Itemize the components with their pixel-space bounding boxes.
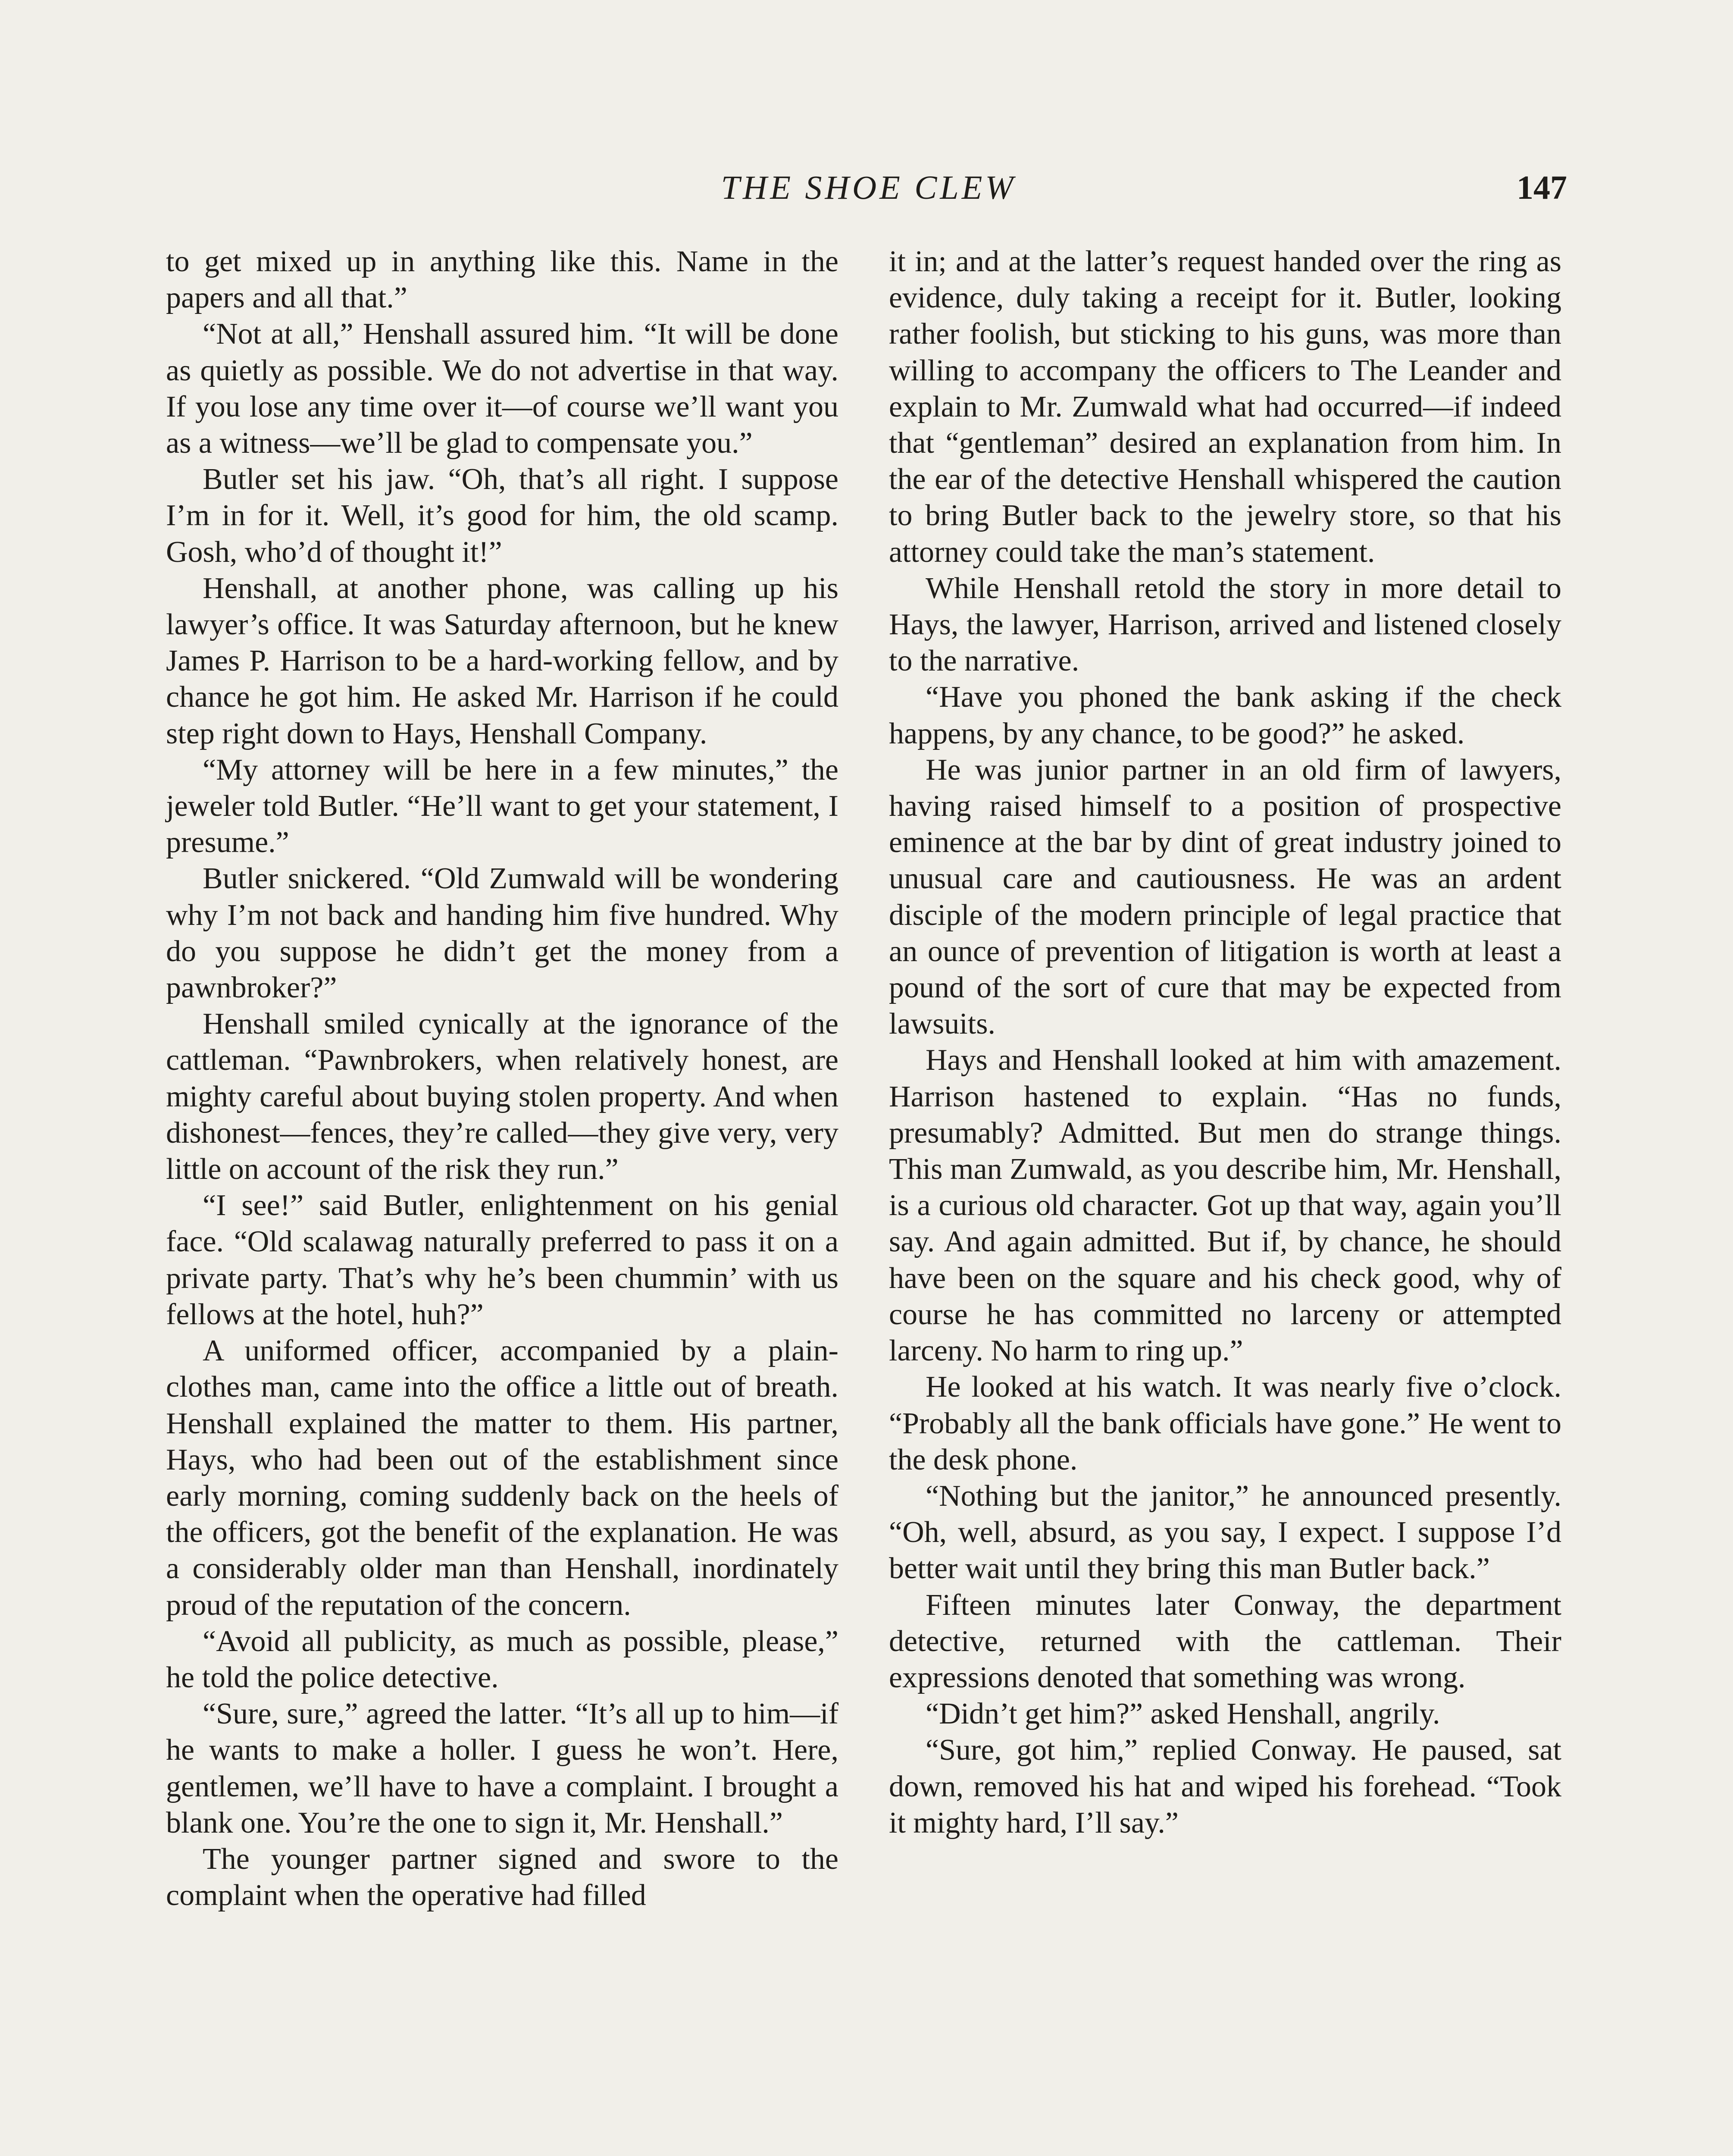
paragraph: He was junior partner in an old firm of lawyers, having raised himself to a position of prospective eminence at the bar by dint of great industry joined to unusual care and cautiousness. He was an ardent disciple of the modern principle of legal practice that an ounce of prevention of litigation is worth at least a pound of the sort of cure that may be expected from lawsuits. bbox=[889, 753, 1561, 1041]
paragraph: Butler set his jaw. “Oh, that’s all right. I suppose I’m in for it. Well, it’s good for him, the old scamp. Gosh, who’d of thought it!” bbox=[166, 463, 838, 569]
paragraph: “Avoid all publicity, as much as possible, please,” he told the police detective. bbox=[166, 1624, 838, 1694]
paragraph: He looked at his watch. It was nearly five o’clock. “Probably all the bank officials have gone.” He went to the desk phone. bbox=[889, 1370, 1561, 1476]
paragraph: Hays and Henshall looked at him with amazement. Harrison hastened to explain. “Has no funds, presumably? Admitted. But men do strange things. This man Zumwald, as you describe him, Mr. Henshall, is a curious old character. Got up that way, again you’ll say. And again admitted. But if, by chance, he should have been on the square and his check good, why of course he has committed no larceny or attempted larceny. No harm to ring up.” bbox=[889, 1044, 1561, 1368]
paragraph: A uniformed officer, accompanied by a plain-clothes man, came into the office a little out of breath. Henshall explained the matter to them. His partner, Hays, who had been out of the establishment since early morning, coming suddenly back on the heels of the officers, got the benefit of the explanation. He was a considerably older man than Henshall, inordinately proud of the reputation of the concern. bbox=[166, 1334, 838, 1622]
paragraph: Butler snickered. “Old Zumwald will be wondering why I’m not back and handing him five hundred. Why do you suppose he didn’t get the money from a pawnbroker?” bbox=[166, 862, 838, 1005]
paragraph: it in; and at the latter’s request handed over the ring as evidence, duly taking a receipt for it. Butler, looking rather foolish, but sticking to his guns, was more than willing to accompany the officers to The Leander and explain to Mr. Zumwald what had occurred—if indeed that “gentleman” desired an explanation from him. In the ear of the detective Henshall whispered the caution to bring Butler back to the jewelry store, so that his attorney could take the man’s statement. bbox=[889, 245, 1561, 569]
paragraph: “Sure, got him,” replied Conway. He paused, sat down, removed his hat and wiped his forehead. “Took it mighty hard, I’ll say.” bbox=[889, 1733, 1561, 1839]
paragraph: “Didn’t get him?” asked Henshall, angrily. bbox=[926, 1697, 1440, 1731]
paragraph: While Henshall retold the story in more detail to Hays, the lawyer, Harrison, arrived and listened closely to the narrative. bbox=[889, 571, 1561, 678]
paragraph: “Nothing but the janitor,” he announced presently. “Oh, well, absurd, as you say, I expect. I suppose I’d better wait until they bring this man Butler back.” bbox=[889, 1479, 1561, 1586]
paragraph: “Sure, sure,” agreed the latter. “It’s all up to him—if he wants to make a holler. I guess he won’t. Here, gentlemen, we’ll have to have a complaint. I brought a blank one. You’re the one to sign it, Mr. Henshall.” bbox=[166, 1697, 838, 1839]
paragraph: “My attorney will be here in a few minutes,” the jeweler told Butler. “He’ll want to get your statement, I presume.” bbox=[166, 753, 838, 859]
running-header bbox=[170, 168, 1567, 220]
paragraph: Henshall, at another phone, was calling up his lawyer’s office. It was Saturday afternoon, but he knew James P. Harrison to be a hard-working fellow, and by chance he got him. He asked Mr. Harrison if he could step right down to Hays, Henshall Company. bbox=[166, 571, 838, 750]
paragraph: Fifteen minutes later Conway, the department detective, returned with the cattleman. Their expressions denoted that something was wrong. bbox=[889, 1588, 1561, 1694]
paragraph: The younger partner signed and swore to the complaint when the operative had filled bbox=[166, 1842, 838, 1912]
page-number: 147 bbox=[1517, 169, 1567, 206]
left-column bbox=[166, 244, 838, 1914]
paragraph: to get mixed up in anything like this. Name in the papers and all that.” bbox=[166, 245, 838, 315]
paragraph: “I see!” said Butler, enlightenment on his genial face. “Old scalawag naturally preferred to pass it on a private party. That’s why he’s been chummin’ with us fellows at the hotel, huh?” bbox=[166, 1189, 838, 1331]
paragraph: Henshall smiled cynically at the ignorance of the cattleman. “Pawnbrokers, when relatively honest, are mighty careful about buying stolen property. And when dishonest—fences, they’re called—they give very, very little on account of the risk they run.” bbox=[166, 1007, 838, 1186]
paragraph: “Not at all,” Henshall assured him. “It will be done as quietly as possible. We do not advertise in that way. If you lose any time over it—of course we’ll want you as a witness—we’ll be glad to compensate you.” bbox=[166, 317, 838, 460]
running-title: THE SHOE CLEW bbox=[721, 169, 1017, 206]
paragraph: “Have you phoned the bank asking if the check happens, by any chance, to be good?” he asked. bbox=[889, 680, 1561, 750]
right-column bbox=[889, 244, 1561, 1841]
